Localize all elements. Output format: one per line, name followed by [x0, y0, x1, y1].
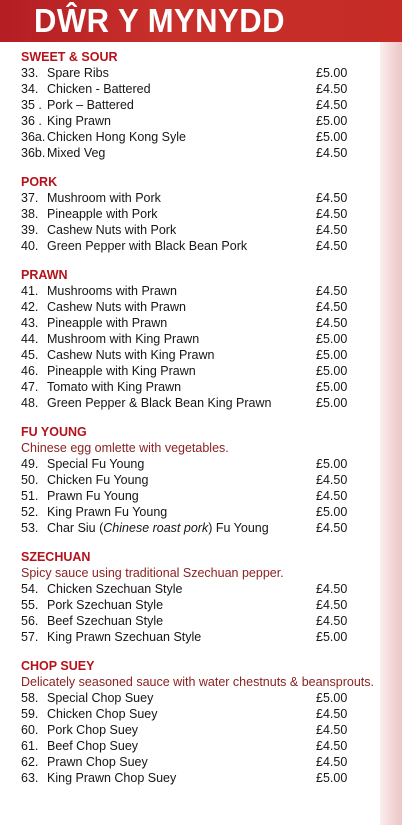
item-name: Prawn Fu Young	[47, 489, 139, 503]
item-number: 51.	[21, 489, 39, 503]
decorative-strip	[380, 42, 402, 825]
item-price: £5.00	[316, 364, 348, 378]
item-price: £4.50	[316, 521, 348, 535]
item-name-part: ) Fu Young	[208, 521, 269, 535]
item-number: 52.	[21, 505, 39, 519]
item-name: Special Fu Young	[47, 457, 145, 471]
item-name: Tomato with King Prawn	[47, 380, 182, 394]
item-number: 46.	[21, 364, 39, 378]
item-price: £4.50	[316, 300, 348, 314]
section-title: SZECHUAN	[21, 550, 91, 564]
item-number: 39.	[21, 223, 39, 237]
item-price: £5.00	[316, 380, 348, 394]
menu-item	[21, 457, 381, 473]
item-name: Beef Szechuan Style	[47, 614, 164, 628]
menu-section	[21, 425, 381, 537]
item-price: £4.50	[316, 146, 348, 160]
menu-item	[21, 755, 381, 771]
item-price: £4.50	[316, 98, 348, 112]
item-name: Pineapple with Prawn	[47, 316, 168, 330]
item-number: 54.	[21, 582, 39, 596]
menu-header	[0, 0, 402, 42]
item-price: £4.50	[316, 239, 348, 253]
item-name	[47, 521, 316, 537]
menu-item	[21, 598, 381, 614]
item-name: Mushroom with King Prawn	[47, 332, 200, 346]
item-name: Pork – Battered	[47, 98, 134, 112]
item-price: £5.00	[316, 66, 348, 80]
item-number: 45.	[21, 348, 39, 362]
item-number: 59.	[21, 707, 39, 721]
item-number: 33.	[21, 66, 39, 80]
item-price: £4.50	[316, 707, 348, 721]
menu-item	[21, 284, 381, 300]
item-number: 61.	[21, 739, 39, 753]
menu-item	[21, 505, 381, 521]
item-name: King Prawn Chop Suey	[47, 771, 177, 785]
menu-item	[21, 771, 381, 787]
item-price: £4.50	[316, 316, 348, 330]
item-price: £4.50	[316, 755, 348, 769]
item-number: 62.	[21, 755, 39, 769]
menu-section	[21, 50, 381, 162]
menu-item	[21, 489, 381, 505]
menu-item	[21, 207, 381, 223]
item-number: 56.	[21, 614, 39, 628]
item-number: 50.	[21, 473, 39, 487]
item-number: 43.	[21, 316, 39, 330]
menu-item	[21, 114, 381, 130]
item-name: Cashew Nuts with Prawn	[47, 300, 186, 314]
section-description: Chinese egg omlette with vegetables.	[21, 441, 229, 455]
item-number: 40.	[21, 239, 39, 253]
item-name-part: Char Siu (	[47, 521, 104, 535]
item-number: 42.	[21, 300, 39, 314]
menu-item	[21, 130, 381, 146]
section-title: PORK	[21, 175, 58, 189]
item-price: £4.50	[316, 284, 348, 298]
item-name: Special Chop Suey	[47, 691, 154, 705]
section-description: Delicately seasoned sauce with water chestnuts & beansprouts.	[21, 675, 374, 689]
item-name: Chicken Szechuan Style	[47, 582, 183, 596]
item-name: Beef Chop Suey	[47, 739, 139, 753]
item-name: Prawn Chop Suey	[47, 755, 148, 769]
item-name: Pineapple with Pork	[47, 207, 158, 221]
item-price: £4.50	[316, 223, 348, 237]
item-price: £4.50	[316, 191, 348, 205]
item-number: 36a.	[21, 130, 46, 144]
item-price: £4.50	[316, 723, 348, 737]
item-number: 38.	[21, 207, 39, 221]
item-price: £5.00	[316, 691, 348, 705]
menu-item	[21, 348, 381, 364]
item-name: Green Pepper with Black Bean Pork	[47, 239, 248, 253]
item-name: Chicken Hong Kong Syle	[47, 130, 186, 144]
item-name: Mushroom with Pork	[47, 191, 161, 205]
item-price: £4.50	[316, 739, 348, 753]
item-name: Mixed Veg	[47, 146, 106, 160]
item-number: 63.	[21, 771, 39, 785]
item-price: £5.00	[316, 630, 348, 644]
menu-section	[21, 175, 381, 255]
item-name: Pork Chop Suey	[47, 723, 139, 737]
item-number: 55.	[21, 598, 39, 612]
item-number: 60.	[21, 723, 39, 737]
item-name: Chicken Fu Young	[47, 473, 149, 487]
menu-item	[21, 239, 381, 255]
item-number: 47.	[21, 380, 39, 394]
item-name: King Prawn Fu Young	[47, 505, 168, 519]
item-number: 58.	[21, 691, 39, 705]
menu-item	[21, 614, 381, 630]
menu-item	[21, 582, 381, 598]
item-number: 44.	[21, 332, 39, 346]
menu-content	[21, 50, 381, 800]
menu-item	[21, 332, 381, 348]
item-number: 36b.	[21, 146, 46, 160]
item-number: 53.	[21, 521, 39, 535]
item-name: Chicken - Battered	[47, 82, 151, 96]
item-name: King Prawn Szechuan Style	[47, 630, 202, 644]
item-price: £5.00	[316, 457, 348, 471]
section-title: FU YOUNG	[21, 425, 87, 439]
menu-item	[21, 364, 381, 380]
item-price: £5.00	[316, 771, 348, 785]
item-name: Pork Szechuan Style	[47, 598, 164, 612]
menu-title: DŴR Y MYNYDD	[34, 2, 285, 39]
menu-item	[21, 191, 381, 207]
menu-section	[21, 659, 381, 787]
item-number: 41.	[21, 284, 39, 298]
section-title: CHOP SUEY	[21, 659, 95, 673]
menu-item	[21, 82, 381, 98]
menu-item	[21, 521, 381, 537]
item-price: £4.50	[316, 489, 348, 503]
item-name: Cashew Nuts with King Prawn	[47, 348, 215, 362]
item-name: Chicken Chop Suey	[47, 707, 158, 721]
item-price: £4.50	[316, 598, 348, 612]
item-number: 35 .	[21, 98, 42, 112]
menu-item	[21, 723, 381, 739]
menu-section	[21, 550, 381, 646]
menu-item	[21, 739, 381, 755]
item-price: £5.00	[316, 348, 348, 362]
item-price: £5.00	[316, 130, 348, 144]
menu-item	[21, 223, 381, 239]
item-price: £5.00	[316, 396, 348, 410]
item-name-italic: Chinese roast pork	[103, 521, 209, 535]
item-price: £5.00	[316, 332, 348, 346]
item-number: 57.	[21, 630, 39, 644]
menu-item	[21, 396, 381, 412]
item-price: £4.50	[316, 614, 348, 628]
item-name: Green Pepper & Black Bean King Prawn	[47, 396, 272, 410]
menu-item	[21, 300, 381, 316]
menu-item	[21, 630, 381, 646]
menu-section	[21, 268, 381, 412]
item-price: £4.50	[316, 207, 348, 221]
item-number: 34.	[21, 82, 39, 96]
item-name: Mushrooms with Prawn	[47, 284, 177, 298]
section-title: SWEET & SOUR	[21, 50, 118, 64]
item-number: 49.	[21, 457, 39, 471]
menu-item	[21, 316, 381, 332]
section-description: Spicy sauce using traditional Szechuan pepper.	[21, 566, 284, 580]
section-title: PRAWN	[21, 268, 68, 282]
menu-item	[21, 98, 381, 114]
item-price: £5.00	[316, 505, 348, 519]
item-price: £4.50	[316, 582, 348, 596]
item-name: Cashew Nuts with Pork	[47, 223, 177, 237]
item-name: Spare Ribs	[47, 66, 109, 80]
item-price: £4.50	[316, 82, 348, 96]
menu-item	[21, 707, 381, 723]
item-number: 48.	[21, 396, 39, 410]
item-number: 37.	[21, 191, 39, 205]
item-price: £5.00	[316, 114, 348, 128]
menu-item	[21, 66, 381, 82]
menu-item	[21, 380, 381, 396]
item-name: Pineapple with King Prawn	[47, 364, 196, 378]
menu-item	[21, 691, 381, 707]
item-number: 36 .	[21, 114, 42, 128]
item-price: £4.50	[316, 473, 348, 487]
item-name: King Prawn	[47, 114, 111, 128]
menu-item	[21, 473, 381, 489]
menu-item	[21, 146, 381, 162]
